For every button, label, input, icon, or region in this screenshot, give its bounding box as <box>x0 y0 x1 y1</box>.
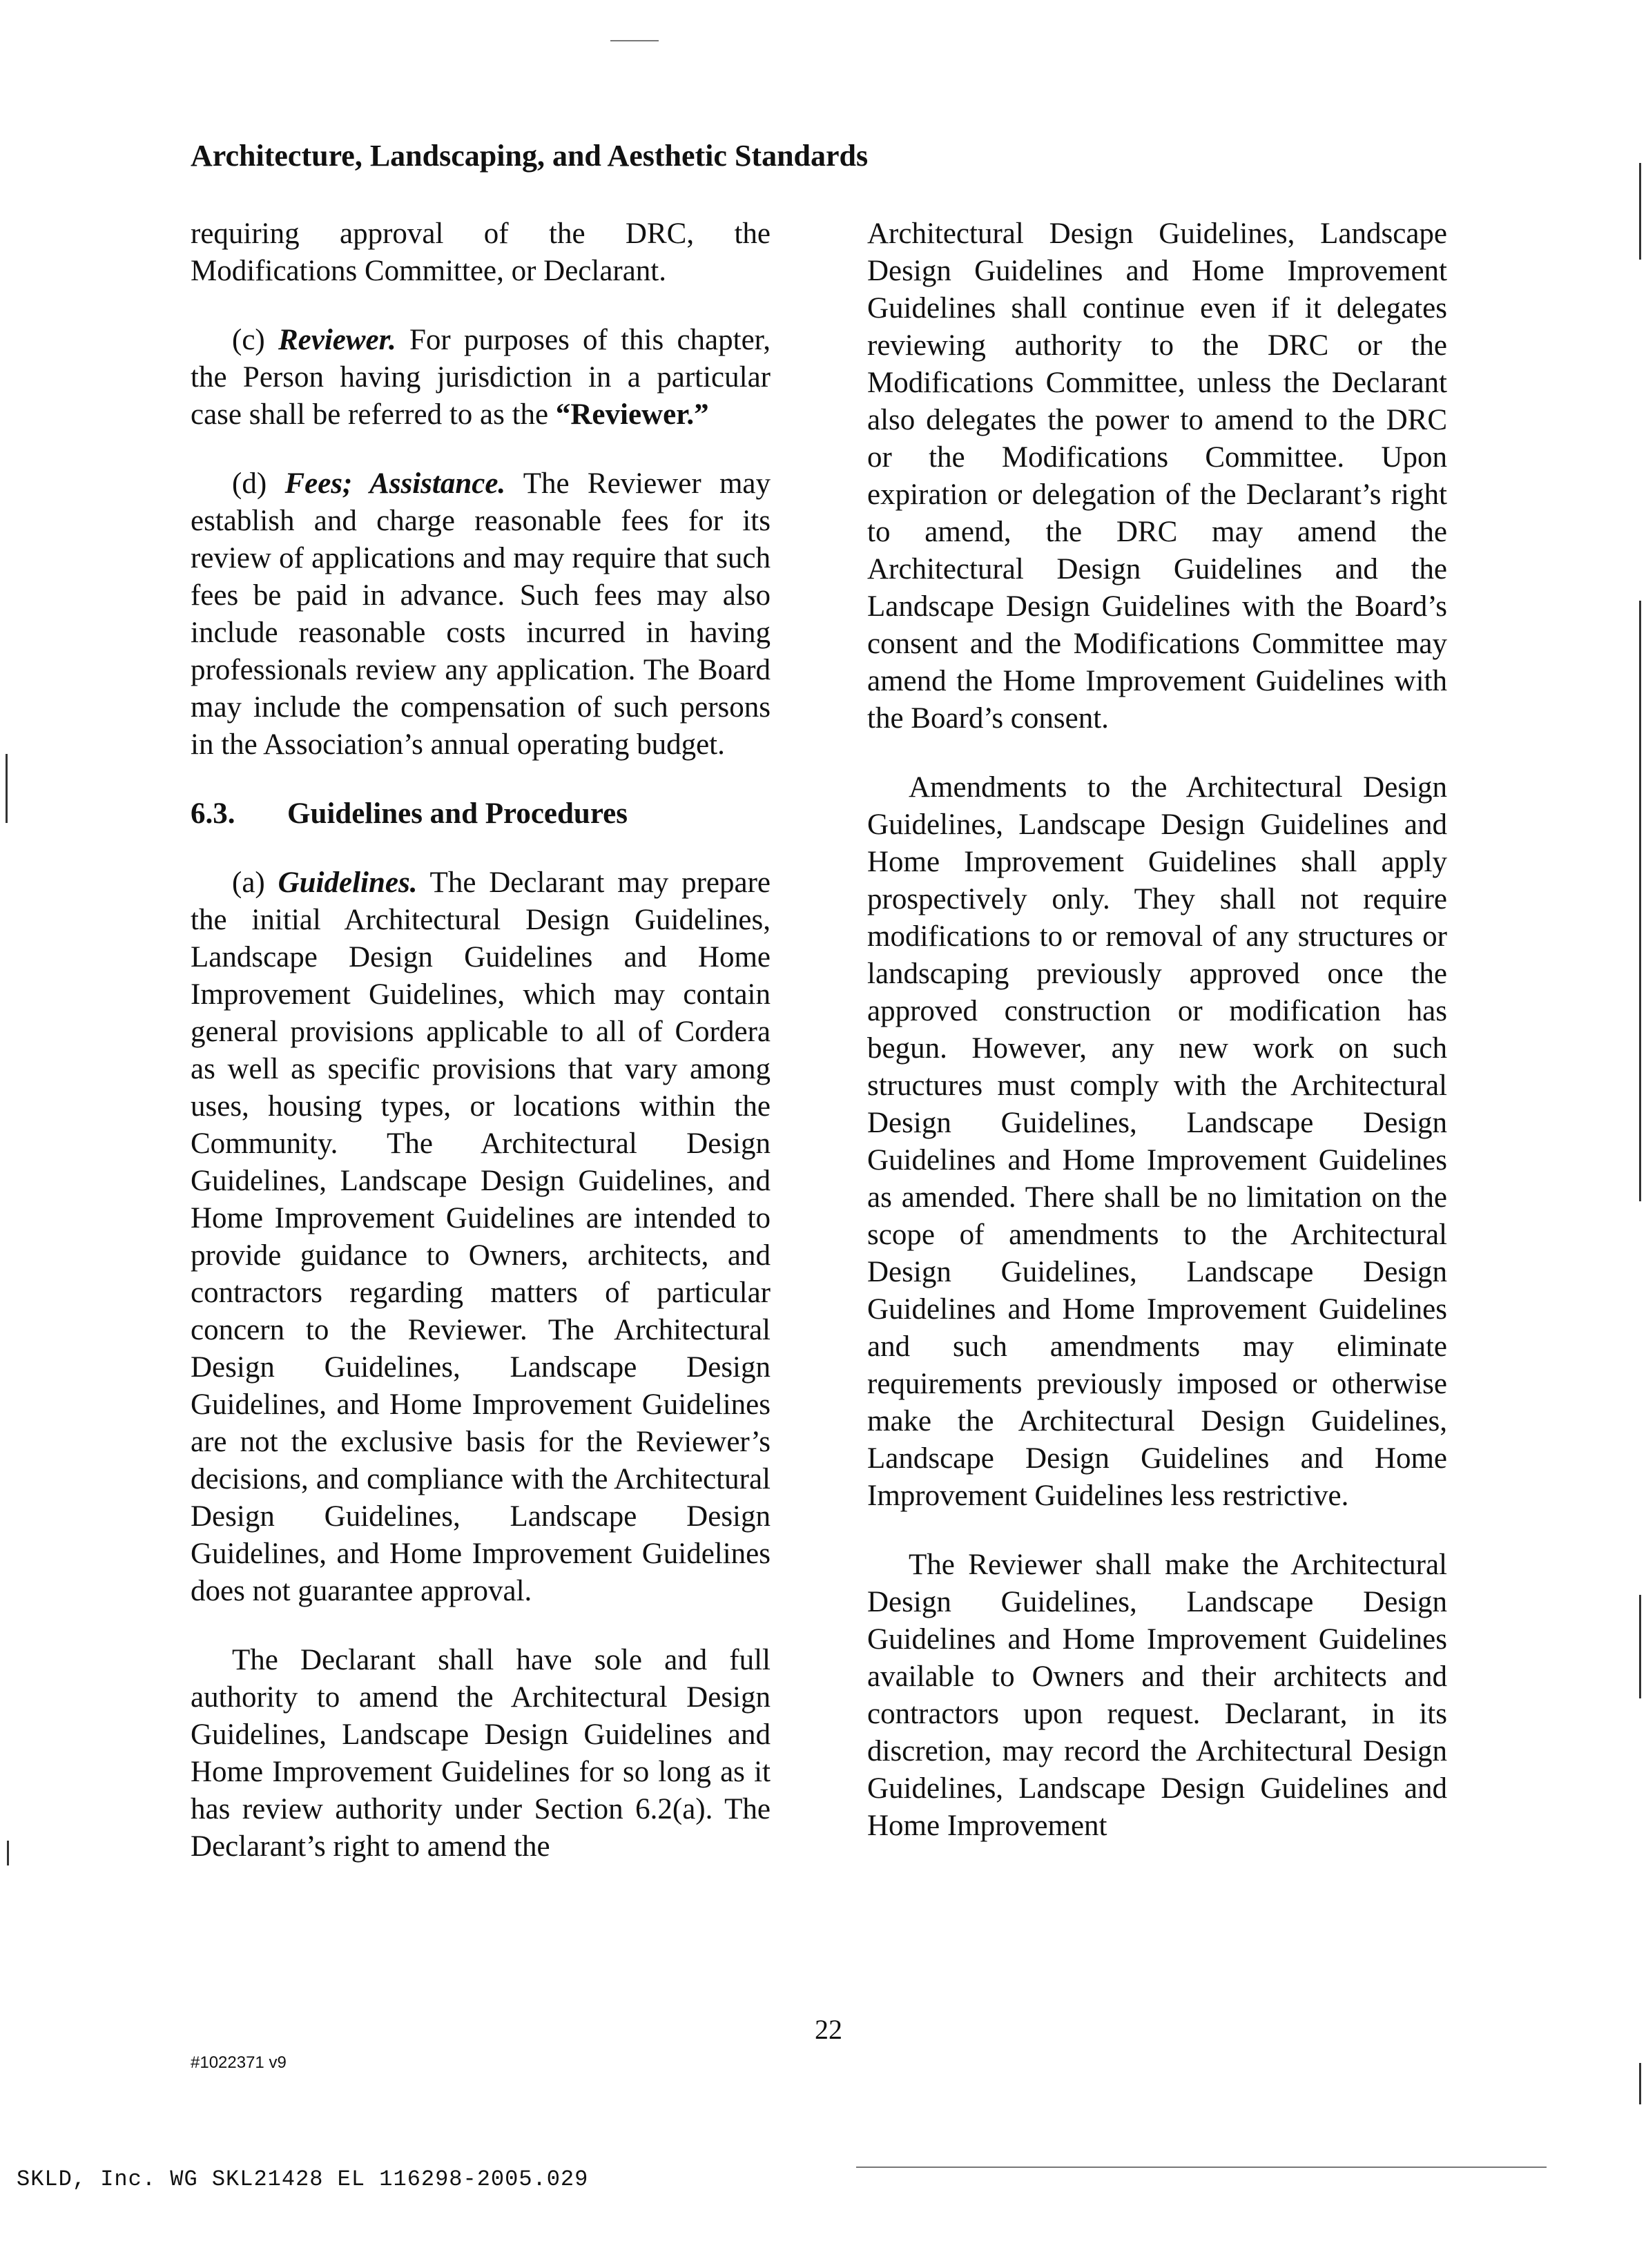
page-number: 22 <box>815 2014 842 2045</box>
scan-artifact-right-bar-3 <box>1639 1595 1641 1698</box>
clause-text: The Declarant may prepare the initial Architectural Design Guidelines, Landscape Design Guidelines and Home Improvement Guidelines, which may contain general provisions applicable to all of Cordera as well as specific provisions that vary among uses, housing types, or locations within the Community. The Architectural Design Guidelines, Landscape Design Guidelines, and Home Improvement Guidelines are intended to provide guidance to Owners, architects, and contractors regarding matters of particular concern to the Reviewer. The Architectural Design Guidelines, Landscape Design Guidelines, and Home Improvement Guidelines are not the exclusive basis for the Reviewer’s decisions, and compliance with the Architectural Design Guidelines, Landscape Design Guidelines, and Home Improvement Guidelines does not guarantee approval. <box>191 866 771 1607</box>
scan-artifact-bottom-line <box>856 2167 1547 2168</box>
section-title <box>191 795 771 833</box>
scan-artifact-right-bar-1 <box>1639 163 1641 260</box>
left-column <box>191 215 771 1897</box>
paragraph-continuation: requiring approval of the DRC, the Modifications Committee, or Declarant. <box>191 217 771 287</box>
section-heading: Architecture, Landscaping, and Aesthetic Standards <box>191 139 869 173</box>
section-number: 6.3. <box>191 797 235 830</box>
defined-term: “Reviewer.” <box>555 398 709 431</box>
clause-text: For purposes of this chapter, the Person having jurisdiction in a particular case shall be referred to as the <box>191 324 771 431</box>
clause-text: The Reviewer may establish and charge reasonable fees for its review of applications and may require that such fees be paid in advance. Such fees may also include reasonable costs incurred in having professionals review any application. The Board may include the compensation of such persons in the Association’s annual operating budget. <box>191 467 771 761</box>
paragraph-fees <box>191 465 771 764</box>
clause-label: (d) <box>232 467 267 500</box>
clause-term: Reviewer. <box>278 324 396 356</box>
scan-artifact-left-bar <box>6 754 8 823</box>
paragraph-amendments: Amendments to the Architectural Design Guidelines, Landscape Design Guidelines and Home Improvement Guidelines shall apply prospectively only. They shall not require modifications to or removal of any structures or landscaping previously approved once the approved construction or modification has begun. However, any new work on such structures must comply with the Architectural Design Guidelines, Landscape Design Guidelines and Home Improvement Guidelines as amended. There shall be no limitation on the scope of amendments to the Architectural Design Guidelines, Landscape Design Guidelines and Home Improvement Guidelines and such amendments may eliminate requirements previously imposed or otherwise make the Architectural Design Guidelines, Landscape Design Guidelines and Home Improvement Guidelines less restrictive. <box>867 771 1447 1512</box>
paragraph-reviewer <box>191 322 771 434</box>
scan-artifact-top <box>610 40 659 41</box>
scan-artifact-left-tick <box>7 1841 9 1865</box>
paragraph-continuation: Architectural Design Guidelines, Landscape Design Guidelines and Home Improvement Guidelines shall continue even if it delegates reviewing authority to the DRC or the Modifications Committee, unless the Declarant also delegates the power to amend to the DRC or the Modifications Committee. Upon expiration or delegation of the Declarant’s right to amend, the DRC may amend the Architectural Design Guidelines and the Landscape Design Guidelines with the Board’s consent and the Modifications Committee may amend the Home Improvement Guidelines with the Board’s consent. <box>867 217 1447 735</box>
clause-label: (a) <box>232 866 265 899</box>
right-column <box>867 215 1447 1877</box>
filing-stamp: SKLD, Inc. WG SKL21428 EL 116298-2005.029 <box>17 2167 589 2192</box>
scan-artifact-right-tick <box>1639 2063 1641 2104</box>
document-id: #1022371 v9 <box>191 2053 287 2072</box>
paragraph-availability: The Reviewer shall make the Architectural Design Guidelines, Landscape Design Guidelines and Home Improvement Guidelines available to Owners and their architects and contractors upon request. Declarant, in its discretion, may record the Architectural Design Guidelines, Landscape Design Guidelines and Home Improvement <box>867 1549 1447 1842</box>
paragraph-guidelines <box>191 864 771 1610</box>
clause-term: Fees; Assistance. <box>284 467 506 500</box>
section-name: Guidelines and Procedures <box>287 797 628 830</box>
scan-artifact-right-bar-2 <box>1639 601 1641 1201</box>
clause-label: (c) <box>232 324 265 356</box>
paragraph-declarant-authority: The Declarant shall have sole and full authority to amend the Architectural Design Guidelines, Landscape Design Guidelines and Home Improvement Guidelines for so long as it has review authority under Section 6.2(a). The Declarant’s right to amend the <box>191 1644 771 1863</box>
clause-term: Guidelines. <box>278 866 418 899</box>
